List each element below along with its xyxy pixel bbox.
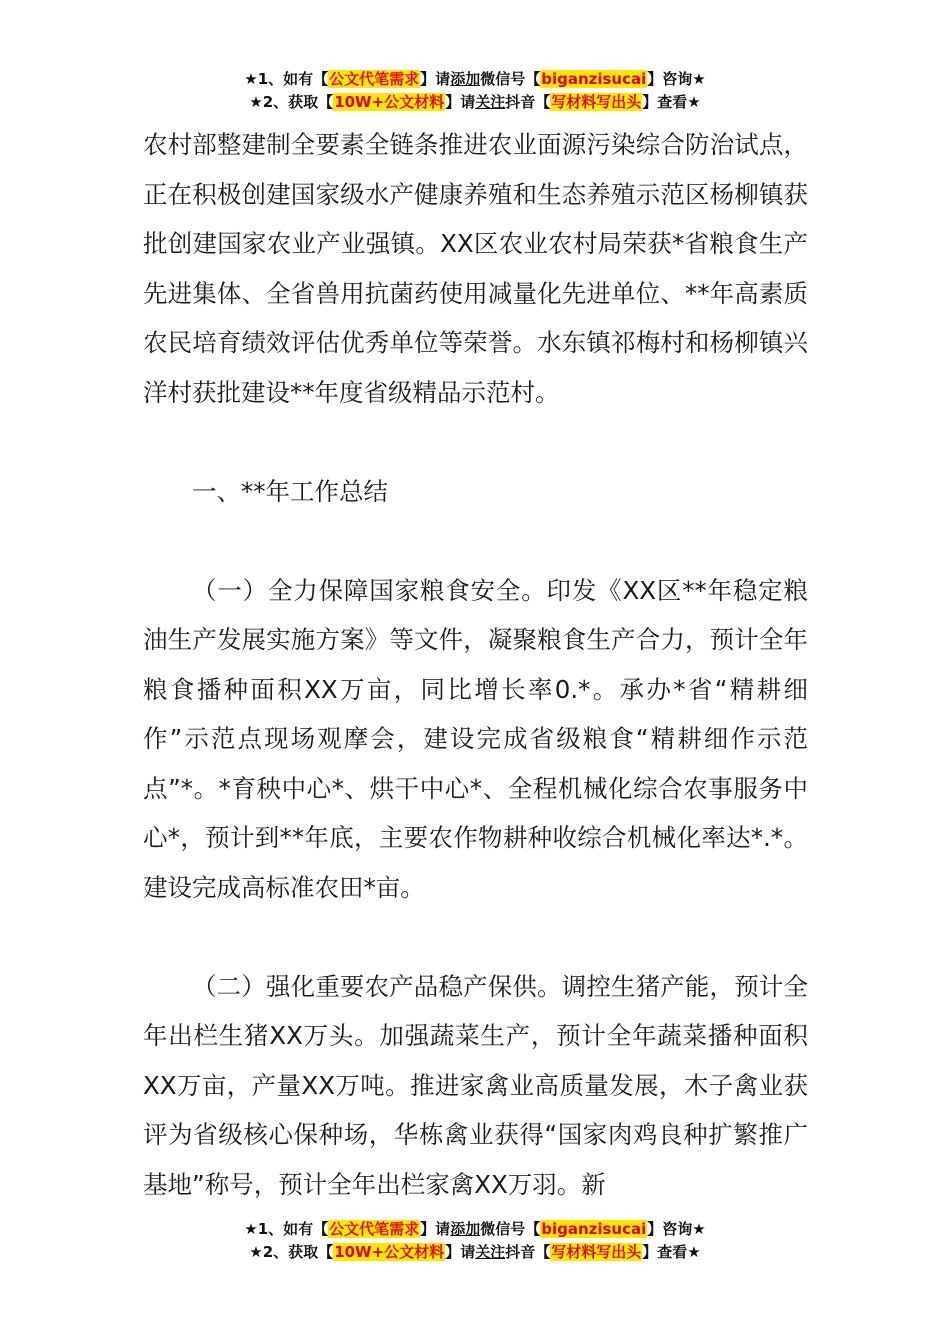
document-body — [143, 120, 808, 1209]
paragraph-grain-security: （一）全力保障国家粮食安全。印发《XX区**年稳定粮油生产发展实施方案》等文件，凝聚粮食生产合力，预计全年粮食播种面积XX万亩，同比增长率0.*。承办*省“精耕细作”示范点现场观摩会，建设完成省级粮食“精耕细作示范点”*。*育秧中心*、烘干中心*、全程机械化综合农事服务中心*，预计到**年底，主要农作物耕种收综合机械化率达*.*。建设完成高标准农田*亩。 — [143, 575, 808, 902]
header-banner — [0, 68, 950, 114]
banner-line-1: ★1、如有【公文代笔需求】请添加微信号【biganzisucai】咨询★ — [244, 70, 706, 88]
paragraph-agri-supply: （二）强化重要农产品稳产保供。调控生猪产能，预计全年出栏生猪XX万头。加强蔬菜生产，预计全年蔬菜播种面积XX万亩，产量XX万吨。推进家禽业高质量发展，木子禽业获评为省级核心保种场，华栋禽业获得“国家肉鸡良种扩繁推广基地”称号，预计全年出栏家禽XX万羽。新 — [143, 971, 808, 1199]
paragraph-intro: 农村部整建制全要素全链条推进农业面源污染综合防治试点，正在积极创建国家级水产健康养殖和生态养殖示范区杨柳镇获批创建国家农业产业强镇。XX区农业农村局荣获*省粮食生产先进集体、全省兽用抗菌药使用减量化先进单位、**年高素质农民培育绩效评估优秀单位等荣誉。水东镇祁梅村和杨柳镇兴洋村获批建设**年度省级精品示范村。 — [143, 130, 808, 407]
highlight-wechat-id: biganzisucai — [541, 1220, 647, 1238]
highlight-materials: 10W+公文材料 — [334, 93, 445, 111]
banner-line-2: ★2、获取【10W+公文材料】请关注抖音【写材料写出头】查看★ — [249, 93, 701, 111]
highlight-wechat-id: biganzisucai — [541, 70, 647, 88]
highlight-service: 公文代笔需求 — [329, 70, 420, 88]
section-heading: 一、**年工作总结 — [192, 476, 388, 506]
highlight-materials: 10W+公文材料 — [334, 1243, 445, 1261]
highlight-douyin-id: 写材料写出头 — [551, 1243, 642, 1261]
highlight-douyin-id: 写材料写出头 — [551, 93, 642, 111]
footer-banner — [0, 1218, 950, 1264]
banner-line-1: ★1、如有【公文代笔需求】请添加微信号【biganzisucai】咨询★ — [244, 1220, 706, 1238]
banner-line-2: ★2、获取【10W+公文材料】请关注抖音【写材料写出头】查看★ — [249, 1243, 701, 1261]
highlight-service: 公文代笔需求 — [329, 1220, 420, 1238]
